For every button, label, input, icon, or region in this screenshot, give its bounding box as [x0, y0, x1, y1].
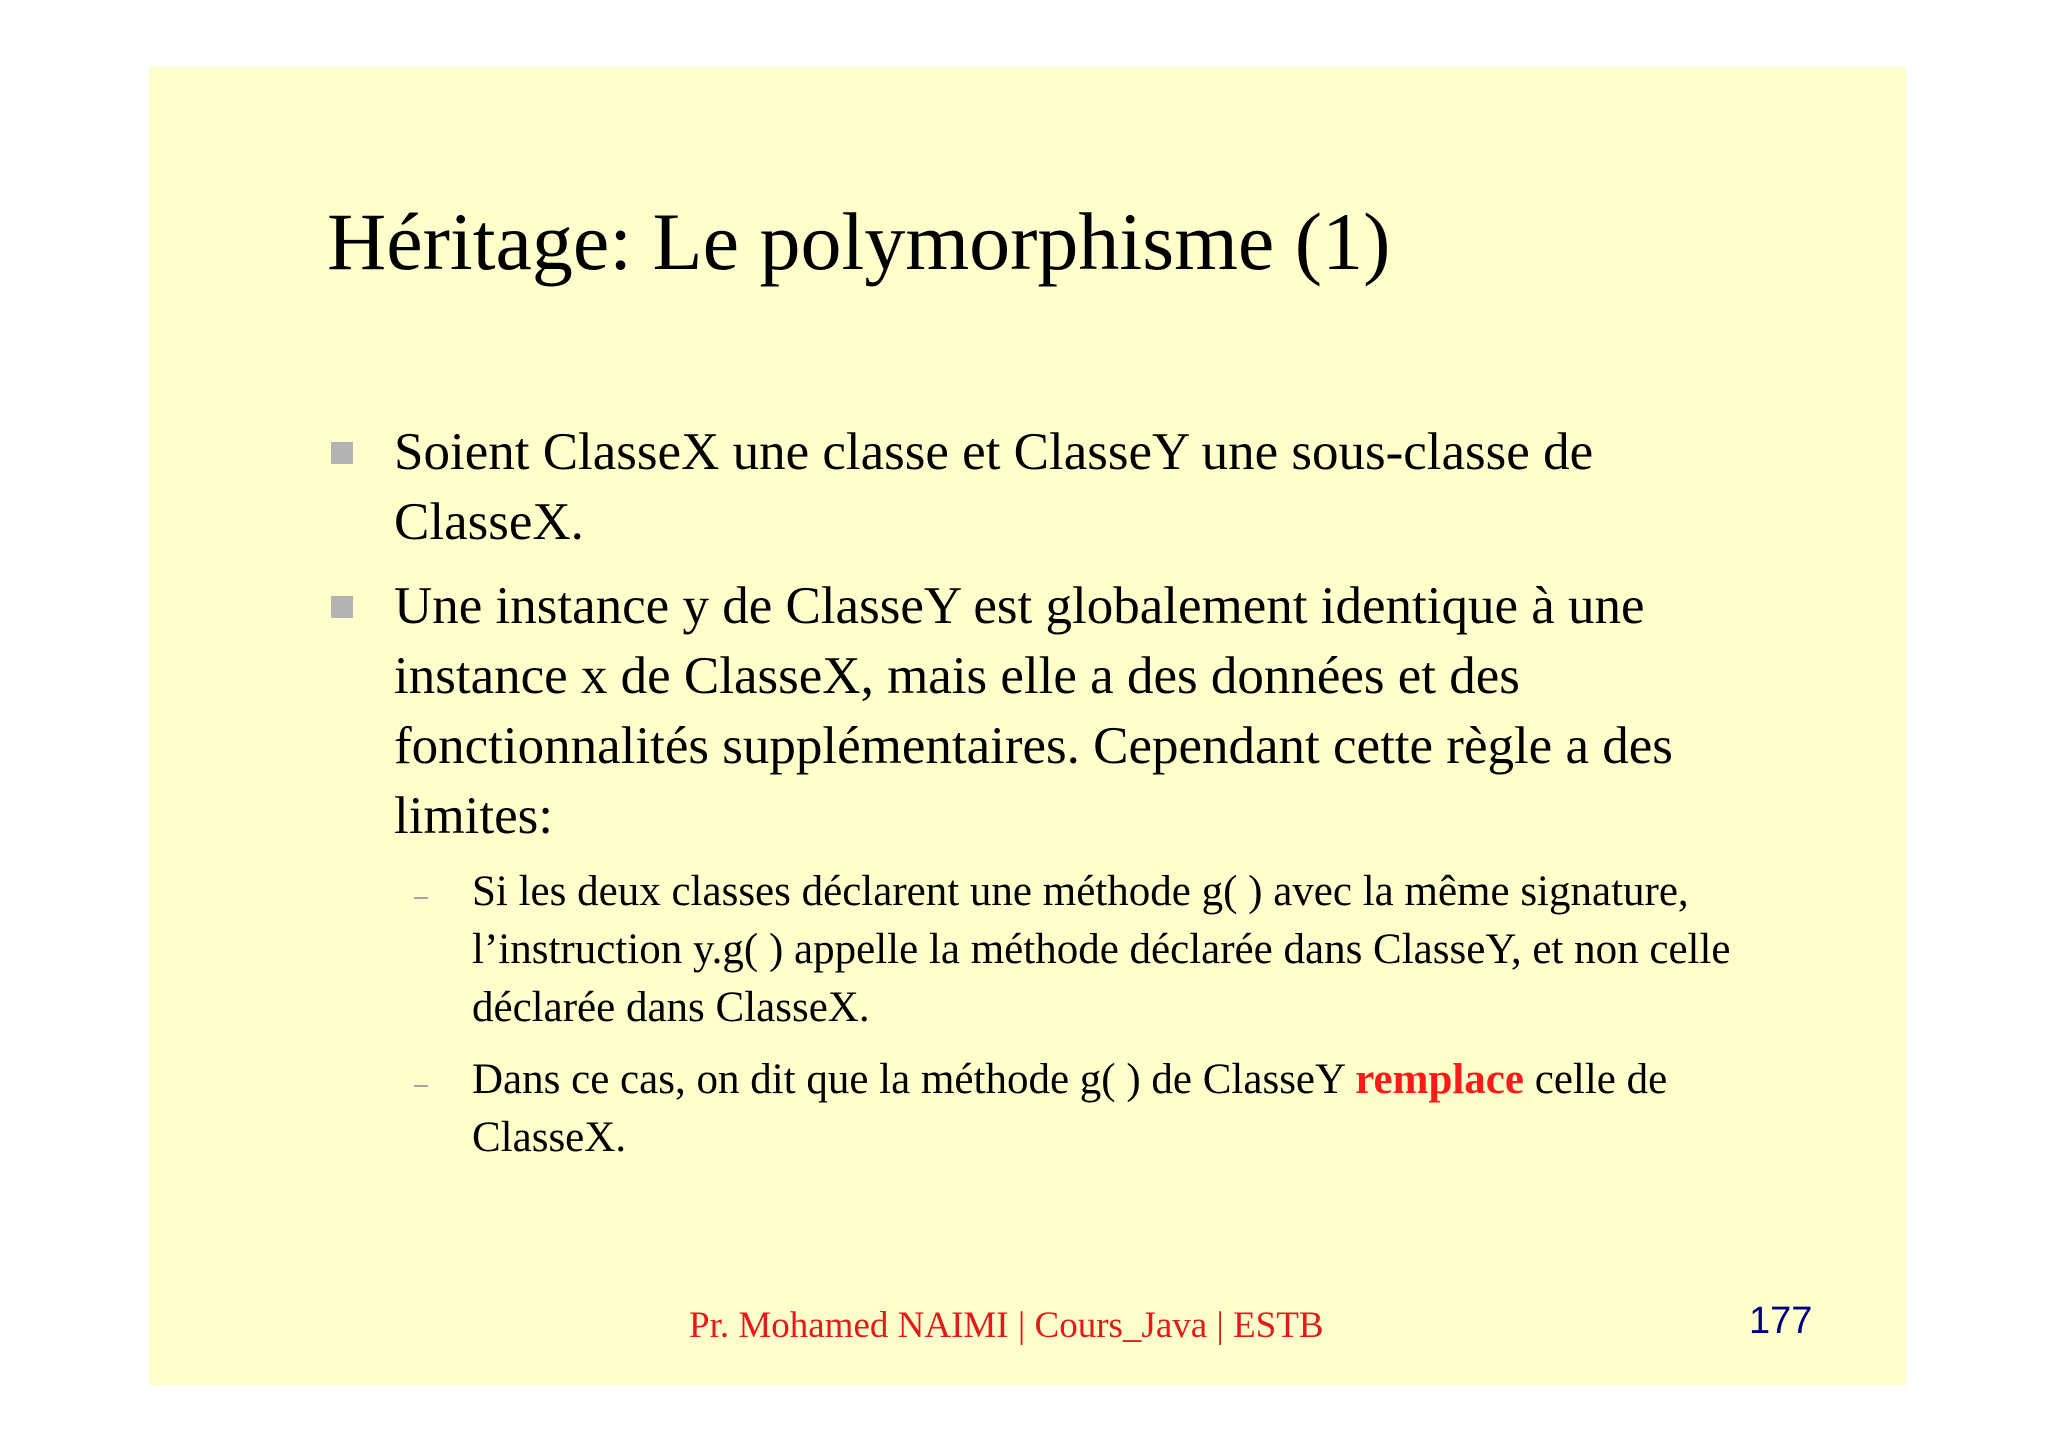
sub-bullet-text: Si les deux classes déclarent une méthode g( ) avec la même signature, l’instruction y.g( ) appelle la méthode déclarée dans ClasseY, et non celle déclarée dans ClasseX.	[472, 868, 1731, 1031]
sub-bullet-item	[394, 863, 1767, 1037]
square-bullet-icon	[331, 442, 353, 464]
dash-bullet-icon	[414, 1085, 428, 1087]
slide	[149, 67, 1906, 1385]
slide-title: Héritage: Le polymorphisme (1)	[327, 196, 1391, 287]
bullet-item	[327, 417, 1767, 557]
sub-bullet-text-after: celle de ClasseX.	[472, 1056, 1668, 1161]
dash-bullet-icon	[414, 897, 428, 899]
sub-bullet-item	[394, 1051, 1767, 1167]
slide-footer: Pr. Mohamed NAIMI | Cours_Java | ESTB	[689, 1305, 1324, 1346]
sub-bullet-list	[394, 863, 1767, 1167]
bullet-item	[327, 571, 1767, 1167]
bullet-text: Soient ClasseX une classe et ClasseY une sous-classe de ClasseX.	[394, 423, 1594, 551]
square-bullet-icon	[331, 596, 353, 618]
bullet-text: Une instance y de ClasseY est globalement identique à une instance x de ClasseX, mais elle a des données et des fonctionnalités supplémentaires. Cependant cette règle a des limites:	[394, 577, 1673, 845]
emphasis-word: remplace	[1355, 1056, 1524, 1103]
sub-bullet-text-before: Dans ce cas, on dit que la méthode g( ) de ClasseY	[472, 1056, 1356, 1103]
bullet-list	[327, 417, 1767, 1181]
page-number: 177	[1749, 1300, 1813, 1342]
